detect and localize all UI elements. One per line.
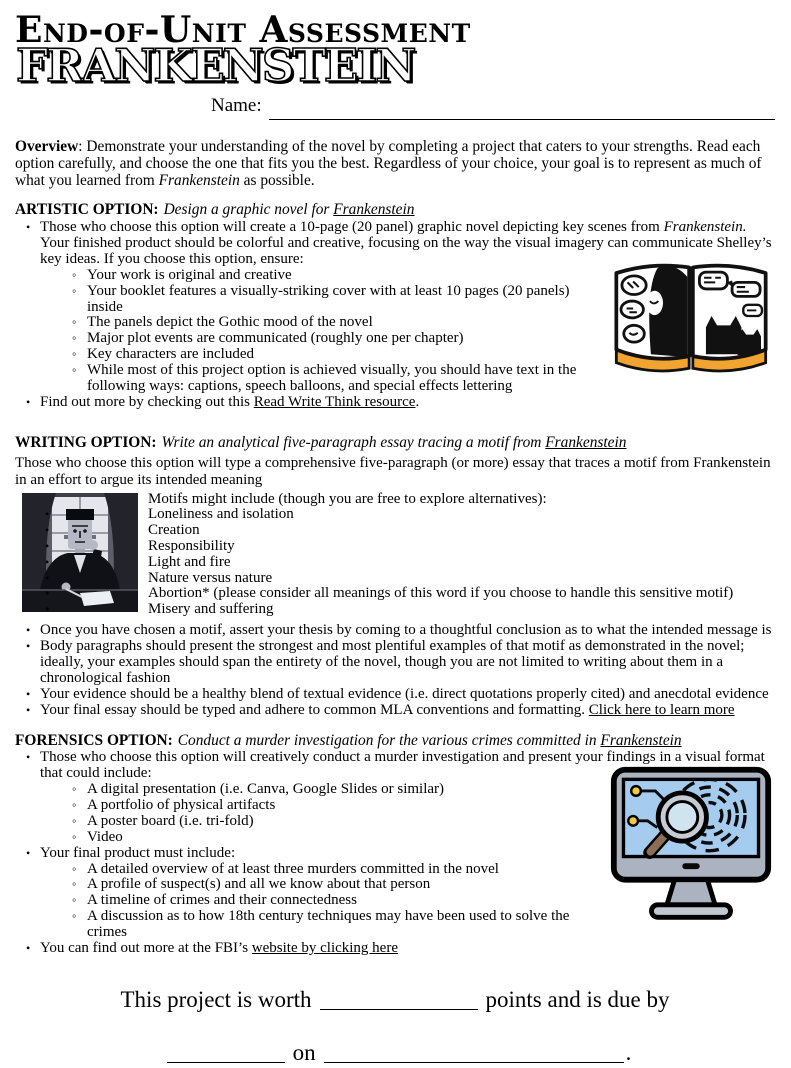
footer-line-2: [15, 1036, 775, 1068]
fbi-website-link[interactable]: website by clicking here: [251, 940, 398, 957]
footer-line-1: [15, 983, 775, 1015]
forensics-intro-bullet: [15, 750, 775, 845]
due-date-blank[interactable]: [324, 1039, 624, 1063]
artistic-intro-book-title: Frankenstein.: [663, 218, 747, 235]
writing-heading-desc: Write an analytical five-paragraph essay tracing a motif from: [161, 433, 546, 451]
artistic-checklist: [40, 268, 775, 395]
overview-text-2: as possible.: [239, 172, 315, 190]
artistic-more-bullet: [15, 395, 775, 411]
read-write-think-link[interactable]: Read Write Think resource: [253, 393, 416, 410]
writing-intro: Those who choose this option will type a comprehensive five-paragraph (or more) essay that traces a motif from Frankenstein in an effort to argue its intended meaning: [15, 455, 771, 488]
bullet-item: • Once you have chosen a motif, assert your thesis by coming to a thoughtful conclusion as to what the intended message is: [15, 623, 775, 639]
forensics-must-include-bullet: [15, 846, 775, 941]
forensics-more-text: You can find out more at the FBI’s: [40, 940, 252, 957]
artistic-option-section: [15, 202, 775, 410]
writing-bullets: [15, 623, 775, 718]
name-row: [211, 95, 775, 117]
format-item: ◦ A digital presentation (i.e. Canva, Google Slides or similar): [64, 782, 775, 798]
writing-heading-label: WRITING OPTION:: [15, 433, 157, 451]
format-item: ◦ A portfolio of physical artifacts: [64, 798, 775, 814]
forensics-heading: [15, 733, 775, 750]
artistic-heading-desc: Design a graphic novel for: [163, 201, 334, 219]
artistic-intro-text-1: Those who choose this option will create a 10-page (20 panel) graphic novel depicting key scenes from: [40, 218, 664, 235]
check-item: ◦ The panels depict the Gothic mood of the novel: [64, 315, 775, 331]
motif-item: • Loneliness and isolation: [37, 507, 775, 523]
requirement-item: ◦ A detailed overview of at least three murders committed in the novel: [64, 862, 775, 878]
name-blank[interactable]: [269, 100, 775, 120]
overview-book-title: Frankenstein: [158, 172, 240, 190]
overview-text-1: : Demonstrate your understanding of the novel by completing a project that caters to your strengths. Read each option carefully, and choose the one that fits you the best. Regardless of your choice, your goal is to represent as much of what you learned from: [15, 138, 762, 190]
page-subtitle: FRANKENSTEIN: [16, 38, 415, 92]
artistic-more-period: .: [415, 393, 420, 410]
writing-mla-text: Your final essay should be typed and adhere to common MLA conventions and formatting.: [40, 701, 589, 718]
forensics-heading-book: Frankenstein: [600, 731, 682, 749]
forensics-heading-desc: Conduct a murder investigation for the various crimes committed in: [177, 731, 601, 749]
footer-on-text: on: [292, 1040, 316, 1065]
motif-item: • Misery and suffering: [37, 602, 775, 618]
name-label: Name:: [211, 95, 262, 117]
artistic-heading: [15, 202, 775, 219]
motif-item: • Creation: [37, 523, 775, 539]
bullet-item: • Your evidence should be a healthy blend of textual evidence (i.e. direct quotations properly cited) and anecdotal evidence: [15, 687, 775, 703]
artistic-intro-text-2: Your finished product should be colorful and creative, focusing on the way the visual imagery can communicate Shelley’s key ideas. If you choose this option, ensure:: [40, 234, 772, 267]
motif-block: [15, 491, 775, 618]
footer-worth-text: This project is worth: [120, 987, 312, 1012]
forensics-heading-label: FORENSICS OPTION:: [15, 731, 173, 749]
forensics-requirements-list: [40, 862, 775, 942]
format-item: ◦ Video: [64, 830, 775, 846]
motif-item: • Responsibility: [37, 539, 775, 555]
forensics-option-section: [15, 733, 775, 957]
check-item: ◦ Your work is original and creative: [64, 268, 775, 284]
motif-item: • Nature versus nature: [37, 571, 775, 587]
forensics-more-bullet: [15, 941, 775, 957]
writing-heading-book: Frankenstein: [545, 433, 627, 451]
points-blank[interactable]: [320, 986, 478, 1010]
check-item: ◦ While most of this project option is achieved visually, you should have text in the following ways: captions, speech balloons, and special effects lettering: [64, 363, 775, 395]
motif-list: [15, 507, 775, 618]
motif-list-block: [15, 491, 775, 618]
writing-heading: [15, 435, 775, 452]
bullet-item: • Body paragraphs should present the strongest and most plentiful examples of that motif as demonstrated in the novel; ideally, your examples should span the entirety of the novel, though you are not limited to writing about them in a chronological fashion: [15, 639, 775, 687]
due-time-blank[interactable]: [167, 1039, 285, 1063]
forensics-format-list: [40, 782, 775, 846]
mla-learn-more-link[interactable]: Click here to learn more: [588, 701, 735, 718]
requirement-item: ◦ A profile of suspect(s) and all we know about that person: [64, 877, 775, 893]
motif-item: • Light and fire: [37, 555, 775, 571]
artistic-heading-book: Frankenstein: [333, 201, 415, 219]
footer-due-text: points and is due by: [485, 987, 670, 1012]
overview-paragraph: [15, 138, 775, 189]
motifs-intro: Motifs might include (though you are free to explore alternatives):: [148, 490, 547, 507]
footer-fill-in: [15, 983, 775, 1068]
check-item: ◦ Major plot events are communicated (roughly one per chapter): [64, 331, 775, 347]
artistic-more-text: Find out more by checking out this: [40, 393, 254, 410]
forensics-intro-text: Those who choose this option will creatively conduct a murder investigation and present your findings in a visual format that could include:: [40, 749, 765, 782]
bullet-item: [15, 703, 775, 719]
artistic-heading-label: ARTISTIC OPTION:: [15, 201, 159, 219]
artistic-intro-bullet: [15, 220, 775, 395]
writing-option-section: [15, 435, 775, 719]
motif-item: • Abortion* (please consider all meanings of this word if you choose to handle this sensitive motif): [37, 586, 775, 602]
overview-label: Overview: [15, 138, 79, 156]
page-title: End-of-Unit Assessment: [15, 9, 471, 51]
requirement-item: ◦ A timeline of crimes and their connectedness: [64, 893, 775, 909]
check-item: ◦ Your booklet features a visually-striking cover with at least 10 pages (20 panels) inside: [64, 284, 775, 316]
footer-period: .: [625, 1040, 632, 1065]
check-item: ◦ Key characters are included: [64, 347, 775, 363]
format-item: ◦ A poster board (i.e. tri-fold): [64, 814, 775, 830]
forensics-must-include-text: Your final product must include:: [40, 844, 236, 861]
requirement-item: ◦ A discussion as to how 18th century techniques may have been used to solve the crimes: [64, 909, 775, 941]
